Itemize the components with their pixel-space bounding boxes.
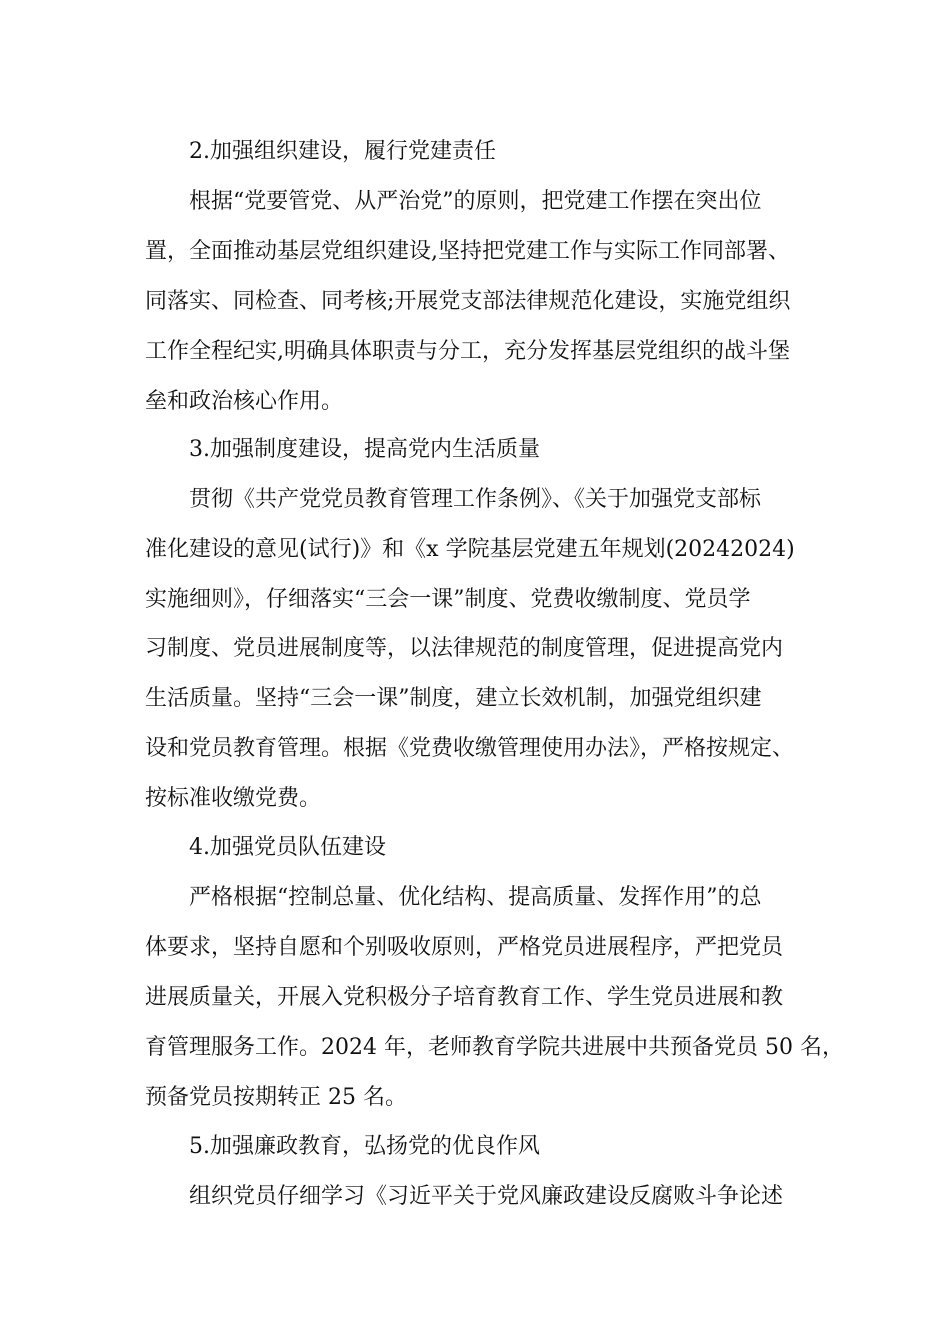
heading-system: 3.加强制度建设，提高党内生活质量 — [189, 437, 540, 462]
paragraph-line: 体要求，坚持自愿和个别吸收原则，严格党员进展程序，严把党员 — [145, 935, 784, 960]
paragraph-line: 进展质量关，开展入党积极分子培育教育工作、学生党员进展和教 — [145, 985, 784, 1010]
paragraph-line: 组织党员仔细学习《习近平关于党风廉政建设反腐败斗争论述 — [189, 1184, 784, 1209]
paragraph-line: 贯彻《共产党党员教育管理工作条例》、《关于加强党支部标 — [189, 487, 762, 512]
paragraph-line: 工作全程纪实,明确具体职责与分工，充分发挥基层党组织的战斗堡 — [145, 339, 790, 364]
paragraph-line: 根据“党要管党、从严治党”的原则，把党建工作摆在突出位 — [189, 189, 762, 214]
paragraph-line: 习制度、党员进展制度等，以法律规范的制度管理，促进提高党内 — [145, 636, 784, 661]
paragraph-line: 设和党员教育管理。根据《党费收缴管理使用办法》，严格按规定、 — [145, 736, 795, 761]
paragraph-line: 同落实、同检查、同考核;开展党支部法律规范化建设，实施党组织 — [145, 289, 791, 314]
paragraph-line: 按标准收缴党费。 — [145, 786, 322, 811]
heading-organization: 2.加强组织建设，履行党建责任 — [189, 139, 496, 164]
paragraph-line: 预备党员按期转正 25 名。 — [145, 1085, 407, 1110]
paragraph-line: 置，全面推动基层党组织建设,坚持把党建工作与实际工作同部署、 — [145, 239, 790, 264]
paragraph-line: 实施细则》，仔细落实“三会一课”制度、党费收缴制度、党员学 — [145, 587, 751, 612]
paragraph-line: 生活质量。坚持“三会一课”制度，建立长效机制，加强党组织建 — [145, 686, 762, 711]
heading-integrity: 5.加强廉政教育，弘扬党的优良作风 — [189, 1134, 540, 1159]
paragraph-line: 育管理服务工作。2024 年，老师教育学院共进展中共预备党员 50 名， — [145, 1035, 844, 1060]
paragraph-line: 严格根据“控制总量、优化结构、提高质量、发挥作用”的总 — [189, 885, 762, 910]
paragraph-line: 准化建设的意见(试行)》和《x 学院基层党建五年规划(20242024) — [145, 537, 795, 562]
paragraph-line: 垒和政治核心作用。 — [145, 389, 344, 414]
heading-members: 4.加强党员队伍建设 — [189, 835, 386, 860]
